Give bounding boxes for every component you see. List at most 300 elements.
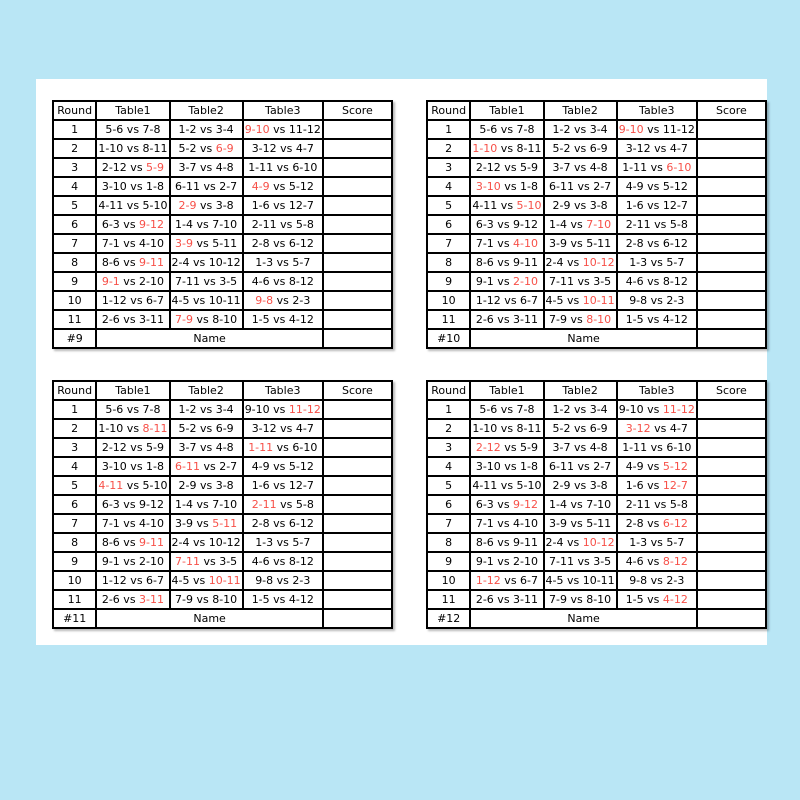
match-cell: 5-6 vs 7-8: [470, 120, 543, 139]
pair: 5-6: [479, 403, 498, 416]
match-cell: 9-1 vs 2-10: [470, 272, 543, 291]
pair: 2-11: [625, 218, 651, 231]
pair: 1-6: [625, 199, 644, 212]
pair-highlighted: 10-11: [582, 294, 615, 307]
match-cell: 2-12 vs 5-9: [470, 438, 543, 457]
schedule-row: [427, 419, 766, 438]
pair: 3-12: [251, 422, 277, 435]
match-cell: 2-11 vs 5-8: [617, 495, 697, 514]
match-cell: 1-12 vs 6-7: [96, 571, 169, 590]
match-cell: 9-10 vs 11-12: [243, 120, 323, 139]
match-cell: 2-9 vs 3-8: [544, 476, 617, 495]
sheet-id-cell: #10: [427, 329, 470, 348]
round-cell: 3: [427, 438, 470, 457]
header-row: [53, 101, 392, 120]
match-cell: 5-6 vs 7-8: [470, 400, 543, 419]
pair: 9-10: [244, 403, 270, 416]
match-cell: 1-10 vs 8-11: [470, 139, 543, 158]
match-cell: 1-10 vs 8-11: [470, 419, 543, 438]
pair: 10-12: [208, 536, 241, 549]
match-cell: 1-6 vs 12-7: [617, 196, 697, 215]
round-cell: 8: [53, 253, 96, 272]
match-cell: 5-6 vs 7-8: [96, 120, 169, 139]
schedule-row: [53, 234, 392, 253]
pair: 1-2: [552, 403, 571, 416]
pair: 7-11: [549, 555, 574, 568]
pair: 3-7: [178, 161, 197, 174]
score-cell: [697, 196, 766, 215]
round-cell: 6: [427, 215, 470, 234]
match-cell: 3-10 vs 1-8: [470, 457, 543, 476]
score-cell: [323, 419, 392, 438]
match-cell: 7-9 vs 8-10: [170, 590, 243, 609]
pair: 1-2: [178, 403, 197, 416]
round-cell: 3: [427, 158, 470, 177]
column-header-table2: Table2: [170, 381, 243, 400]
pair: 8-6: [475, 536, 494, 549]
match-cell: 6-11 vs 2-7: [544, 177, 617, 196]
pair: 3-12: [251, 142, 277, 155]
match-cell: 7-9 vs 8-10: [544, 310, 617, 329]
pair: 4-8: [215, 441, 234, 454]
pair: 1-8: [520, 460, 539, 473]
pair: 6-12: [662, 237, 688, 250]
score-cell: [323, 457, 392, 476]
round-cell: 1: [427, 120, 470, 139]
schedule-row: [427, 291, 766, 310]
pair: 10-11: [582, 574, 615, 587]
match-cell: 2-6 vs 3-11: [470, 310, 543, 329]
match-cell: 9-1 vs 2-10: [96, 272, 169, 291]
score-sheet-11: [52, 380, 393, 629]
score-cell: [323, 514, 392, 533]
pair: 9-12: [513, 218, 539, 231]
column-header-score: Score: [323, 381, 392, 400]
match-cell: 2-4 vs 10-12: [170, 533, 243, 552]
match-cell: 1-6 vs 12-7: [243, 476, 323, 495]
score-cell: [697, 120, 766, 139]
match-cell: 1-5 vs 4-12: [617, 310, 697, 329]
round-cell: 7: [427, 514, 470, 533]
pair: 2-3: [666, 574, 685, 587]
pair: 1-8: [146, 460, 165, 473]
pair: 6-9: [589, 422, 608, 435]
schedule-row: [53, 310, 392, 329]
pair: 5-11: [586, 517, 612, 530]
match-cell: 9-10 vs 11-12: [617, 120, 697, 139]
score-cell: [323, 272, 392, 291]
match-cell: 2-8 vs 6-12: [243, 514, 323, 533]
schedule-row: [53, 177, 392, 196]
pair: 9-8: [629, 574, 648, 587]
column-header-round: Round: [53, 381, 96, 400]
schedule-row: [53, 533, 392, 552]
schedule-row: [53, 120, 392, 139]
pair: 6-7: [520, 294, 539, 307]
pair-highlighted: 4-12: [662, 593, 688, 606]
pair: 2-8: [625, 237, 644, 250]
match-cell: 1-6 vs 12-7: [243, 196, 323, 215]
pair: 1-12: [475, 294, 501, 307]
pair: 4-11: [472, 479, 498, 492]
match-cell: 6-11 vs 2-7: [544, 457, 617, 476]
round-cell: 5: [53, 476, 96, 495]
column-header-table1: Table1: [470, 101, 543, 120]
round-cell: 8: [427, 253, 470, 272]
round-cell: 9: [53, 272, 96, 291]
column-header-table2: Table2: [544, 101, 617, 120]
score-cell: [697, 552, 766, 571]
column-header-round: Round: [53, 101, 96, 120]
pair: 12-7: [288, 479, 314, 492]
pair: 5-8: [295, 498, 314, 511]
schedule-row: [427, 438, 766, 457]
pair: 4-11: [98, 199, 124, 212]
pair: 7-1: [475, 517, 494, 530]
pair: 3-10: [101, 460, 127, 473]
match-cell: 7-11 vs 3-5: [170, 272, 243, 291]
score-cell: [697, 139, 766, 158]
pair-highlighted: 6-10: [666, 161, 692, 174]
pair: 7-11: [175, 275, 200, 288]
pair: 7-8: [142, 123, 161, 136]
schedule-row: [53, 419, 392, 438]
round-cell: 7: [53, 234, 96, 253]
match-cell: 4-11 vs 5-10: [96, 196, 169, 215]
score-cell: [323, 400, 392, 419]
pair-highlighted: 3-10: [475, 180, 501, 193]
pair: 2-3: [292, 294, 311, 307]
score-cell: [697, 400, 766, 419]
pair: 3-5: [219, 275, 238, 288]
pair: 1-2: [552, 123, 571, 136]
score-cell: [323, 476, 392, 495]
pair: 6-11: [549, 460, 574, 473]
pair-highlighted: 2-9: [178, 199, 197, 212]
round-cell: 2: [427, 419, 470, 438]
score-cell: [697, 234, 766, 253]
pair: 5-9: [520, 161, 539, 174]
match-cell: 2-4 vs 10-12: [170, 253, 243, 272]
pair: 7-9: [549, 593, 567, 606]
pair: 3-10: [475, 460, 501, 473]
schedule-row: [427, 215, 766, 234]
pair-highlighted: 9-1: [101, 275, 120, 288]
pair: 2-10: [139, 275, 165, 288]
schedule-row: [53, 291, 392, 310]
match-cell: 1-2 vs 3-4: [544, 120, 617, 139]
column-header-table3: Table3: [243, 381, 323, 400]
match-cell: 1-5 vs 4-12: [243, 590, 323, 609]
pair: 6-12: [288, 237, 314, 250]
pair: 3-11: [513, 593, 539, 606]
match-cell: 1-4 vs 7-10: [170, 215, 243, 234]
schedule-row: [427, 590, 766, 609]
pair: 2-8: [625, 517, 644, 530]
pair: 2-6: [475, 313, 494, 326]
pair: 1-6: [251, 199, 270, 212]
pair: 4-12: [662, 313, 688, 326]
pair: 1-6: [251, 479, 270, 492]
schedule-row: [53, 139, 392, 158]
name-cell: Name: [96, 609, 323, 628]
pair: 7-11: [549, 275, 574, 288]
match-cell: 4-5 vs 10-11: [544, 571, 617, 590]
pair: 4-10: [139, 517, 165, 530]
match-cell: 4-11 vs 5-10: [470, 476, 543, 495]
pair: 9-10: [618, 403, 644, 416]
match-cell: 2-9 vs 3-8: [544, 196, 617, 215]
pair: 1-3: [255, 536, 274, 549]
column-header-table2: Table2: [544, 381, 617, 400]
pair-highlighted: 1-12: [475, 574, 501, 587]
pair: 9-1: [475, 275, 494, 288]
schedule-row: [53, 438, 392, 457]
round-cell: 6: [53, 215, 96, 234]
sheet-id-cell: #12: [427, 609, 470, 628]
pair: 10-11: [208, 294, 241, 307]
header-row: [427, 101, 766, 120]
score-cell: [323, 590, 392, 609]
pair: 3-8: [215, 199, 234, 212]
pair: 7-1: [101, 237, 120, 250]
pair: 3-4: [215, 123, 234, 136]
pair-highlighted: 6-11: [175, 460, 200, 473]
round-cell: 4: [53, 457, 96, 476]
pair-highlighted: 3-12: [625, 422, 651, 435]
pair: 7-8: [142, 403, 161, 416]
pair: 2-10: [139, 555, 165, 568]
pair: 3-8: [589, 199, 608, 212]
match-cell: 4-6 vs 8-12: [243, 552, 323, 571]
pair: 4-6: [625, 275, 644, 288]
round-cell: 2: [53, 419, 96, 438]
pair: 5-6: [105, 403, 124, 416]
match-cell: 8-6 vs 9-11: [96, 253, 169, 272]
round-cell: 10: [53, 571, 96, 590]
score-cell: [323, 533, 392, 552]
pair-highlighted: 7-10: [586, 218, 612, 231]
match-cell: 2-11 vs 5-8: [243, 215, 323, 234]
match-cell: 1-11 vs 6-10: [617, 158, 697, 177]
pair: 8-12: [288, 555, 314, 568]
pair: 9-1: [101, 555, 120, 568]
pair: 1-8: [146, 180, 165, 193]
pair-highlighted: 3-9: [175, 237, 193, 250]
pair: 6-10: [666, 441, 692, 454]
pair: 9-11: [513, 256, 539, 269]
pair: 4-7: [295, 142, 314, 155]
pair: 7-10: [212, 498, 238, 511]
name-cell: Name: [470, 609, 697, 628]
pair: 7-9: [175, 593, 193, 606]
pair-highlighted: 4-11: [98, 479, 124, 492]
pair: 1-12: [101, 574, 127, 587]
pair-highlighted: 4-9: [251, 180, 270, 193]
pair: 4-5: [171, 294, 190, 307]
match-cell: 4-5 vs 10-11: [170, 571, 243, 590]
schedule-row: [53, 590, 392, 609]
schedule-row: [427, 476, 766, 495]
pair: 3-7: [552, 161, 571, 174]
pair-highlighted: 9-10: [244, 123, 270, 136]
schedule-row: [53, 253, 392, 272]
schedule-row: [53, 457, 392, 476]
pair: 6-3: [475, 498, 494, 511]
pair-highlighted: 9-12: [513, 498, 539, 511]
round-cell: 1: [427, 400, 470, 419]
match-cell: 2-11 vs 5-8: [243, 495, 323, 514]
score-cell: [323, 215, 392, 234]
match-cell: 4-5 vs 10-11: [170, 291, 243, 310]
sheet-id-cell: #11: [53, 609, 96, 628]
pair: 1-10: [472, 422, 498, 435]
score-sheet-12: [426, 380, 767, 629]
match-cell: 6-3 vs 9-12: [470, 495, 543, 514]
pair: 4-7: [295, 422, 314, 435]
round-cell: 9: [427, 552, 470, 571]
match-cell: 8-6 vs 9-11: [470, 533, 543, 552]
schedule-row: [427, 139, 766, 158]
match-cell: 6-3 vs 9-12: [96, 215, 169, 234]
pair: 7-10: [212, 218, 238, 231]
paper-page: [36, 79, 767, 645]
pair: 3-8: [589, 479, 608, 492]
pair: 5-10: [142, 199, 168, 212]
column-header-table3: Table3: [243, 101, 323, 120]
pair: 8-10: [212, 313, 238, 326]
pair: 3-7: [178, 441, 197, 454]
score-cell: [323, 139, 392, 158]
pair: 9-12: [139, 498, 165, 511]
pair: 8-6: [101, 536, 120, 549]
pair-highlighted: 1-11: [248, 441, 274, 454]
match-cell: 6-3 vs 9-12: [96, 495, 169, 514]
pair-highlighted: 5-10: [516, 199, 542, 212]
round-cell: 9: [427, 272, 470, 291]
pair: 4-10: [139, 237, 165, 250]
pair: 5-2: [552, 142, 571, 155]
score-cell: [323, 438, 392, 457]
pair-highlighted: 3-11: [139, 593, 165, 606]
round-cell: 5: [427, 476, 470, 495]
match-cell: 1-3 vs 5-7: [243, 253, 323, 272]
match-cell: 2-4 vs 10-12: [544, 253, 617, 272]
pair: 8-11: [516, 142, 542, 155]
pair: 5-6: [479, 123, 498, 136]
schedule-row: [427, 158, 766, 177]
column-header-score: Score: [697, 101, 766, 120]
pair: 11-12: [288, 123, 321, 136]
column-header-round: Round: [427, 101, 470, 120]
pair: 5-8: [295, 218, 314, 231]
pair: 3-9: [549, 517, 567, 530]
pair: 4-5: [545, 294, 564, 307]
schedule-row: [427, 310, 766, 329]
pair: 4-6: [251, 275, 270, 288]
round-cell: 2: [53, 139, 96, 158]
match-cell: 4-11 vs 5-10: [470, 196, 543, 215]
match-cell: 7-11 vs 3-5: [544, 272, 617, 291]
pair: 4-6: [625, 555, 644, 568]
pair: 5-11: [586, 237, 612, 250]
pair: 8-6: [475, 256, 494, 269]
column-header-round: Round: [427, 381, 470, 400]
pair: 3-9: [175, 517, 193, 530]
footer-row: [53, 329, 392, 348]
round-cell: 2: [427, 139, 470, 158]
pair-highlighted: 11-12: [288, 403, 321, 416]
pair: 4-10: [513, 517, 539, 530]
pair: 5-7: [666, 256, 685, 269]
pair: 2-9: [552, 199, 571, 212]
schedule-row: [53, 514, 392, 533]
pair: 8-11: [516, 422, 542, 435]
pair: 1-2: [178, 123, 197, 136]
pair: 5-8: [669, 498, 688, 511]
match-cell: 4-6 vs 8-12: [617, 552, 697, 571]
pair: 9-8: [629, 294, 648, 307]
match-cell: 9-8 vs 2-3: [617, 571, 697, 590]
score-cell: [697, 177, 766, 196]
match-cell: 9-8 vs 2-3: [243, 291, 323, 310]
pair-highlighted: 8-11: [142, 422, 168, 435]
pair: 3-12: [625, 142, 651, 155]
pair: 5-12: [288, 460, 314, 473]
pair: 3-8: [215, 479, 234, 492]
pair: 4-12: [288, 313, 314, 326]
pair: 4-9: [251, 460, 270, 473]
pair: 3-10: [101, 180, 127, 193]
pair-highlighted: 9-11: [139, 256, 165, 269]
pair-highlighted: 7-11: [175, 555, 200, 568]
pair-highlighted: 2-11: [251, 498, 277, 511]
pair: 7-8: [516, 123, 535, 136]
pair: 4-12: [288, 593, 314, 606]
pair: 2-6: [475, 593, 494, 606]
match-cell: 1-11 vs 6-10: [243, 158, 323, 177]
pair: 11-12: [662, 123, 695, 136]
schedule-row: [53, 272, 392, 291]
match-cell: 9-10 vs 11-12: [617, 400, 697, 419]
round-cell: 5: [427, 196, 470, 215]
match-cell: 2-6 vs 3-11: [96, 590, 169, 609]
score-cell: [323, 177, 392, 196]
column-header-score: Score: [697, 381, 766, 400]
match-cell: 7-1 vs 4-10: [96, 234, 169, 253]
pair: 6-9: [589, 142, 608, 155]
pair-highlighted: 5-9: [146, 161, 165, 174]
match-cell: 2-12 vs 5-9: [96, 158, 169, 177]
match-cell: 1-3 vs 5-7: [617, 533, 697, 552]
footer-row: [427, 609, 766, 628]
match-cell: 4-9 vs 5-12: [617, 177, 697, 196]
column-header-table1: Table1: [96, 101, 169, 120]
match-cell: 2-12 vs 5-9: [470, 158, 543, 177]
round-cell: 10: [53, 291, 96, 310]
pair: 2-12: [475, 161, 501, 174]
pair: 2-9: [178, 479, 197, 492]
score-cell: [697, 590, 766, 609]
pair: 2-7: [219, 180, 238, 193]
pair: 12-7: [662, 199, 688, 212]
pair: 5-9: [520, 441, 539, 454]
pair: 4-8: [215, 161, 234, 174]
column-header-score: Score: [323, 101, 392, 120]
pair: 9-1: [475, 555, 494, 568]
pair: 8-10: [212, 593, 238, 606]
pair: 8-6: [101, 256, 120, 269]
